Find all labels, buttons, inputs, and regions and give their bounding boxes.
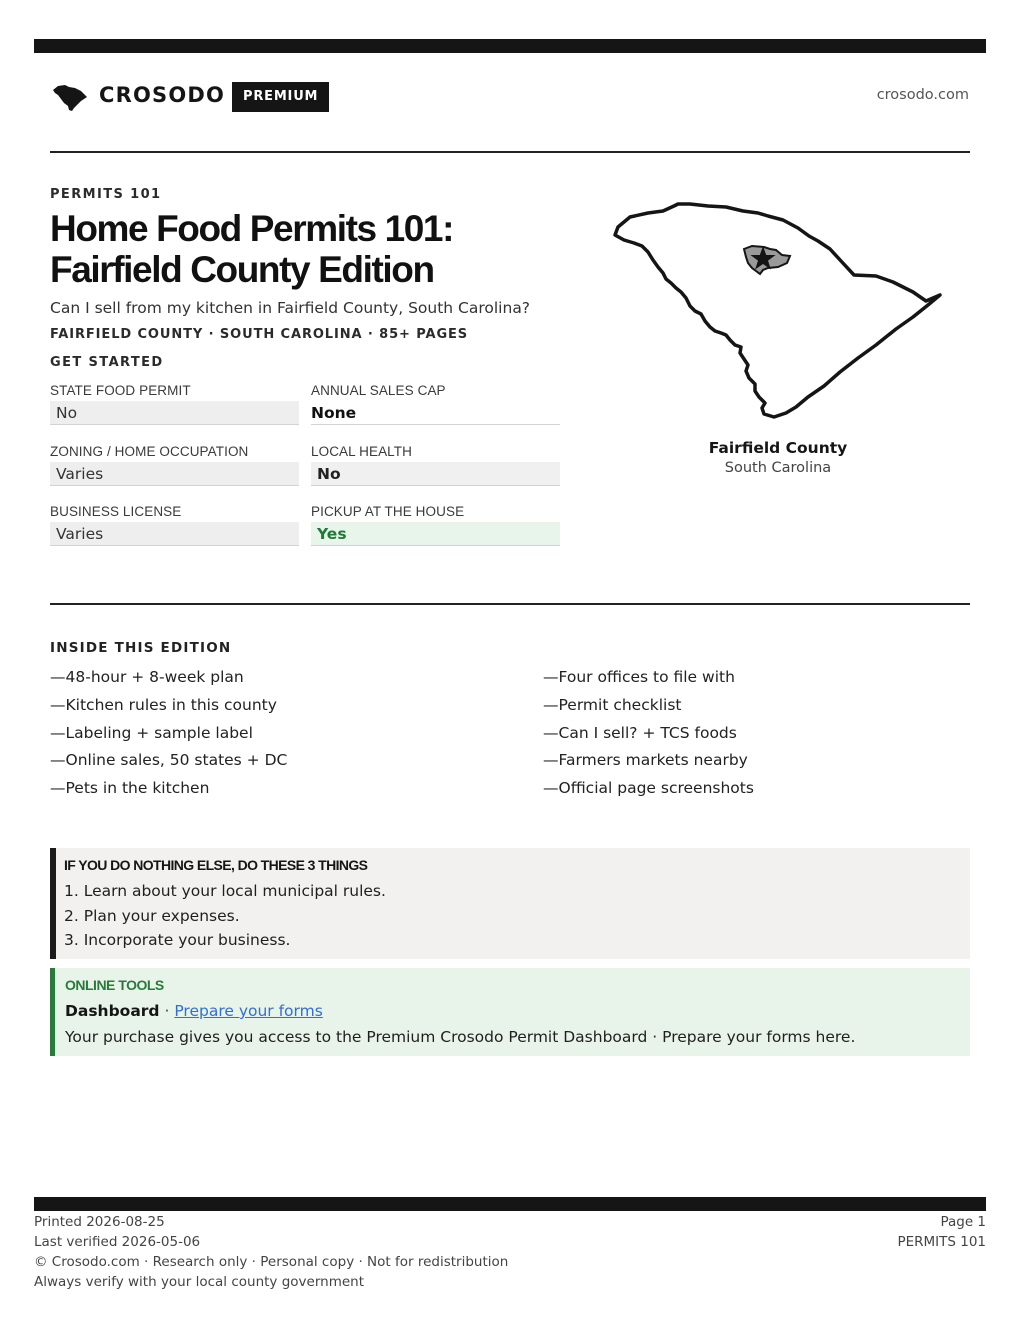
section-kicker: PERMITS 101 bbox=[50, 187, 162, 202]
list-item: —Online sales, 50 states + DC bbox=[50, 751, 288, 770]
list-item: 1. Learn about your local municipal rules. bbox=[64, 882, 386, 900]
bottom-bar bbox=[34, 1197, 986, 1211]
fact-zoning-home-occupation bbox=[50, 441, 299, 486]
brand-name: CROSODO bbox=[99, 83, 226, 107]
fact-label: BUSINESS LICENSE bbox=[50, 504, 182, 519]
map-caption bbox=[648, 438, 908, 478]
edition-meta: FAIRFIELD COUNTY · SOUTH CAROLINA · 85+ PAGES bbox=[50, 327, 469, 342]
section-divider bbox=[50, 603, 970, 605]
copyright-notice: © Crosodo.com · Research only · Personal copy · Not for redistribution bbox=[34, 1254, 509, 1270]
printed-date: Printed 2026-08-25 bbox=[34, 1214, 165, 1230]
fact-state-food-permit bbox=[50, 380, 299, 425]
state-silhouette-icon bbox=[52, 84, 88, 112]
state-outline bbox=[615, 204, 940, 417]
list-item: —48-hour + 8-week plan bbox=[50, 668, 244, 686]
list-item: —Farmers markets nearby bbox=[543, 751, 748, 770]
fact-local-health bbox=[311, 441, 560, 486]
list-item: —Labeling + sample label bbox=[50, 723, 253, 742]
page-number: Page 1 bbox=[940, 1214, 986, 1230]
fact-value: Varies bbox=[50, 462, 299, 486]
list-item: 2. Plan your expenses. bbox=[64, 906, 240, 925]
page-subtitle: Can I sell from my kitchen in Fairfield County, South Carolina? bbox=[50, 299, 531, 317]
list-item: —Pets in the kitchen bbox=[50, 779, 210, 798]
list-item: —Four offices to file with bbox=[543, 668, 735, 686]
list-item: —Official page screenshots bbox=[543, 779, 754, 798]
top-three-callout bbox=[50, 848, 970, 959]
page-title: Home Food Permits 101: Fairfield County Edition bbox=[50, 208, 454, 290]
tools-links-row bbox=[65, 999, 970, 1025]
prepare-forms-link[interactable]: Prepare your forms bbox=[174, 1002, 323, 1020]
footer-section: PERMITS 101 bbox=[897, 1234, 986, 1250]
list-item: —Kitchen rules in this county bbox=[50, 695, 277, 714]
list-item: 3. Incorporate your business. bbox=[64, 931, 291, 949]
list-item: —Can I sell? + TCS foods bbox=[543, 723, 737, 742]
fact-label: LOCAL HEALTH bbox=[311, 444, 412, 459]
fact-value: No bbox=[50, 401, 299, 425]
footer-right bbox=[897, 1212, 986, 1252]
verify-notice: Always verify with your local county government bbox=[34, 1274, 364, 1290]
map-state-name: South Carolina bbox=[724, 460, 832, 476]
dashboard-label: Dashboard bbox=[65, 1002, 160, 1020]
footer-left bbox=[34, 1212, 508, 1292]
fact-value: Yes bbox=[311, 522, 560, 546]
fact-business-license bbox=[50, 501, 299, 546]
top-bar bbox=[34, 39, 986, 53]
inside-list-left bbox=[50, 665, 490, 804]
fact-pickup-at-house bbox=[311, 501, 560, 546]
site-url[interactable]: crosodo.com bbox=[876, 87, 969, 103]
inside-list-right bbox=[543, 665, 983, 804]
verified-date: Last verified 2026-05-06 bbox=[34, 1234, 201, 1250]
fact-value: Varies bbox=[50, 522, 299, 546]
callout-title: IF YOU DO NOTHING ELSE, DO THESE 3 THINGS bbox=[64, 857, 368, 873]
header bbox=[50, 78, 970, 118]
fact-label: STATE FOOD PERMIT bbox=[50, 383, 191, 398]
fact-label: PICKUP AT THE HOUSE bbox=[311, 504, 465, 519]
callout-list bbox=[64, 879, 970, 953]
premium-badge: PREMIUM bbox=[232, 82, 329, 112]
online-tools-callout bbox=[50, 968, 970, 1056]
header-divider bbox=[50, 151, 970, 153]
tools-description: Your purchase gives you access to the Premium Crosodo Permit Dashboard · Prepare your forms here. bbox=[65, 1028, 856, 1046]
fact-value: No bbox=[311, 462, 560, 486]
fact-annual-sales-cap bbox=[311, 380, 560, 425]
fact-label: ZONING / HOME OCCUPATION bbox=[50, 444, 249, 459]
get-started-heading: GET STARTED bbox=[50, 355, 164, 370]
fact-value: None bbox=[311, 401, 560, 425]
separator: · bbox=[164, 1002, 170, 1020]
fact-label: ANNUAL SALES CAP bbox=[311, 383, 446, 398]
map-county-name: Fairfield County bbox=[708, 439, 848, 457]
tools-title: ONLINE TOOLS bbox=[65, 977, 164, 993]
list-item: —Permit checklist bbox=[543, 695, 682, 714]
state-map bbox=[608, 197, 948, 427]
inside-heading: INSIDE THIS EDITION bbox=[50, 640, 232, 656]
